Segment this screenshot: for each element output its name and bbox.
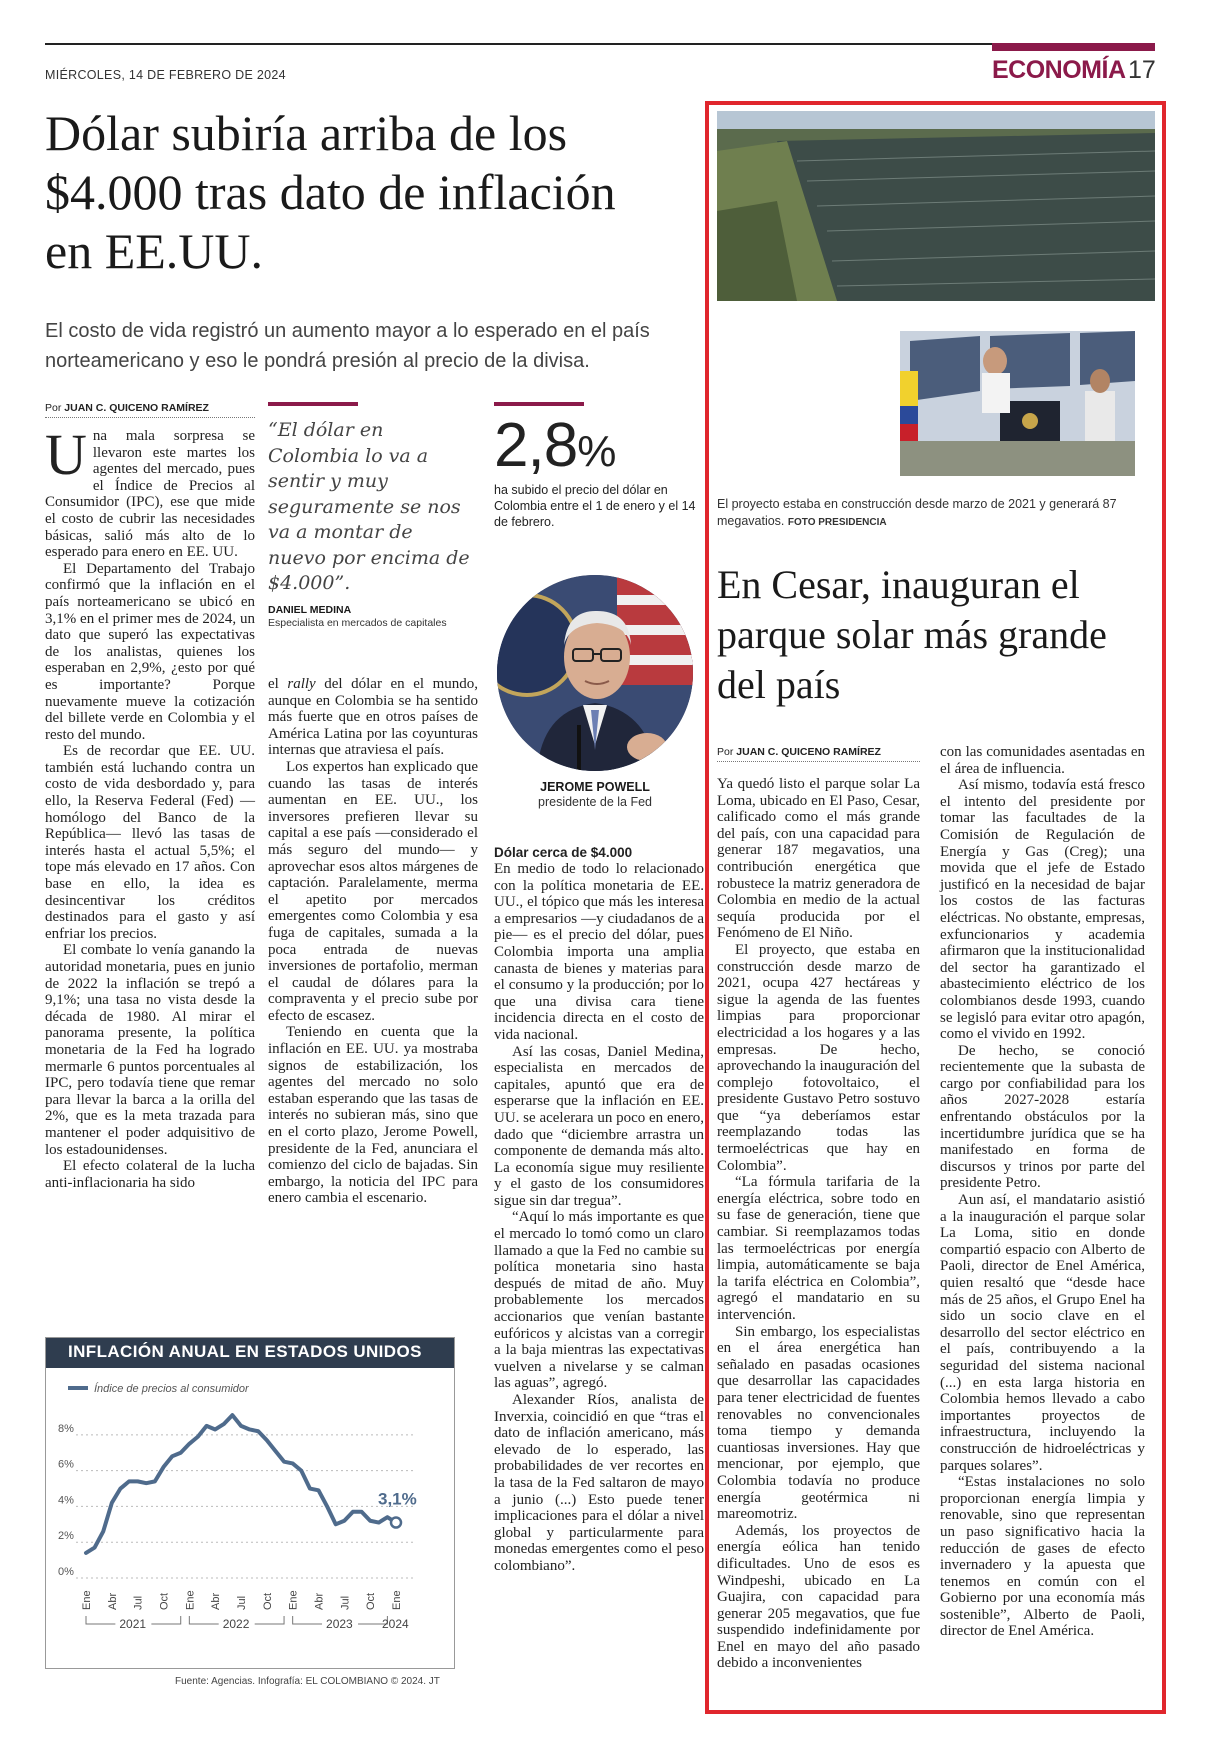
page-number: 17 [1128, 56, 1156, 84]
stat-number: 2,8% [494, 411, 616, 480]
x-tick-label: Abr [106, 1592, 119, 1610]
solar-paragraph: Aun así, el mandatario asistió a la inauguración el parque solar La Loma, sitio en donde compartió espacio con Alberto de Paoli, director de Enel América, quien resaltó que “desde hace más de 25 años, el Grupo Enel ha sido un socio clave en el desarrollo del sector eléctrico en el país, contribuyendo a la seguridad del sistema nacional (...) en esta larga historia en Colombia hemos llevado a cabo importantes proyectos de infraestructura, incluyendo la construcción de hidroeléctricas y parques solares”. [940, 1192, 1145, 1474]
col3-paragraph: Alexander Ríos, analista de Inverxia, coincidió en que “tras el dato de inflación americano, más elevado de lo esperado, las probabilidades de ver recortes en la tasa de la Fed saltaron de mayo a junio (...) Esto puede tener implicaciones para el dólar a nivel global y particularmente para monedas emergentes como el peso colombiano”. [494, 1392, 704, 1574]
y-tick-label: 8% [58, 1422, 74, 1435]
main-byline [45, 402, 255, 418]
pull-quote: “El dólar en Colombia lo va a sentir y muy seguramente se nos va a montar de nuevo por encima de $4.000”. [268, 419, 470, 594]
chart-title: INFLACIÓN ANUAL EN ESTADOS UNIDOS [46, 1338, 454, 1368]
solar-paragraph: Así mismo, todavía está fresco el intento del presidente por tomar las facultades de la Comisión de Regulación de Energía y Gas (Creg); una movida que el jefe de Estado justificó en la necesidad de bajar los costos de las facturas eléctricas. No obstante, empresas, exfuncionarios y academia afirmaron que la institucionalidad del sector ha garantizado el abastecimiento eléctrico de los colombianos desde 1993, cuando se legisló para evitar otro apagón, como el vivido en 1992. [940, 777, 1145, 1043]
x-tick-label: Abr [210, 1592, 223, 1610]
stat-accent-bar [494, 402, 584, 406]
col2-paragraph: Los expertos han explicado que cuando las tasas de interés aumentan en EE. UU., los inversores prefieren llevar su capital a ese país —considerado el más seguro del mundo— y aprovechar esos altos márgenes de captación. Paralelamente, merma el apetito por mercados emergentes como Colombia y esa fuga de capitales, sumada a la poca entrada de nuevas inversiones de portafolio, merman el caudal de dólares para la compraventa y el precio sube por efecto de escasez. [268, 758, 478, 1024]
photo-credit: FOTO PRESIDENCIA [787, 516, 887, 528]
photo-caption [717, 496, 1155, 531]
x-tick-label: Oct [261, 1592, 274, 1610]
series-line [86, 1415, 396, 1553]
solar-paragraph: De hecho, se conoció recientemente que la subasta de cargo por confiabilidad para los años 2027-2028 estaría enfrentando obstáculos por la incertidumbre jurídica que se ha manifestado en forma de discursos y trinos por parte del presidente Petro. [940, 1042, 1145, 1192]
inauguration-illustration [900, 331, 1135, 476]
year-label: 2022 [222, 1617, 250, 1631]
solar-paragraph: “Estas instalaciones no solo proporcionan energía limpia y renovable, sino que representan un paso significativo hacia la reducción de gases de efecto invernadero y la apuesta que tenemos en común con el Gobierno por una economía más sostenible”, Alberto de Paoli, director de Enel América. [940, 1474, 1145, 1640]
caption-text: El proyecto estaba en construcción desde marzo de 2021 y generará 87 megavatios. [717, 497, 1117, 528]
y-tick-label: 4% [58, 1494, 74, 1507]
y-tick-label: 6% [58, 1458, 74, 1471]
col1-paragraph: El efecto colateral de la lucha anti-inflacionaria ha sido [45, 1158, 255, 1191]
x-tick-label: Ene [184, 1590, 197, 1610]
inauguration-photo [894, 325, 1141, 482]
end-point-marker [391, 1518, 401, 1528]
solar-paragraph: El proyecto, que estaba en construcción desde marzo de 2021, ocupa 427 hectáreas y sigue la agenda de las fuentes limpias para proporcionar electricidad a los hogares y a las empresas. De hecho, aprovechando la inauguración del complejo fotovoltaico, el presidente Gustavo Petro sostuvo que “ya deberíamos estar reemplazando todas las termoeléctricas que hay en Colombia”. [717, 941, 920, 1174]
section-name: ECONOMÍA [992, 56, 1126, 84]
byline-author: JUAN C. QUICENO RAMÍREZ [736, 746, 881, 758]
section-color-bar [992, 43, 1155, 51]
solar-column-2 [940, 744, 1145, 1640]
main-headline: Dólar subiría arriba de los $4.000 tras dato de inflación en EE.UU. [45, 105, 616, 279]
byline-author: JUAN C. QUICENO RAMÍREZ [64, 402, 209, 414]
col2-paragraph: Teniendo en cuenta que la inflación en EE. UU. ya mostraba signos de estabilización, los agentes del mercado no solo estaban esperando que las tasas de interés no subieran más, sino que en el corto plazo, Jerome Powell, presidente de la Fed, anunciara el comienzo del ciclo de bajadas. Sin embargo, la noticia del IPC para enero cambia el escenario. [268, 1024, 478, 1207]
powell-portrait [497, 575, 693, 771]
x-tick-label: Jul [339, 1595, 352, 1610]
y-tick-label: 2% [58, 1530, 74, 1543]
quote-author-role: Especialista en mercados de capitales [268, 617, 447, 629]
legend-label: Índice de precios al consumidor [94, 1383, 249, 1395]
x-tick-label: Ene [81, 1590, 93, 1610]
quote-accent-bar [268, 402, 358, 406]
solar-paragraph: “La fórmula tarifaria de la energía eléctrica, sobre todo en su fase de generación, tiene que cambiar. Si reemplazamos todas las termoeléctricas por energía limpia, automáticamente se baja la tarifa eléctrica en Colombia”, agregó el mandatario en su intervención. [717, 1174, 920, 1323]
col3-paragraph: En medio de todo lo relacionado con la política monetaria de EE. UU., el tópico que más les interesa a empresarios —y ciudadanos de a pie— es el precio del dólar, pues Colombia importa una amplia canasta de bienes y materias para el consumo y la producción; por lo que una divisa cara tiene incidencia directa en el costo de vida nacional. [494, 861, 704, 1043]
solar-paragraph: Sin embargo, los especialistas en el área energética han señalado en pasadas ocasiones que desarrollar las capacidades para tener electricidad de fuentes renovables no convencionales toma tiempo y demanda cuantiosas inversiones. Hay que mencionar, por ejemplo, que Colombia todavía no produce energía geotérmica ni mareomotriz. [717, 1323, 920, 1523]
portrait-name: JEROME POWELL [540, 780, 650, 794]
col1-paragraph: Es de recordar que EE. UU. también está luchando contra un costo de vida desbordado y, para ello, la Reserva Federal (Fed) —homólogo del Banco de la República— llevó las tasas de interés hasta el actual 5,5%; el tope más elevado en 17 años. Con base en ello, la idea es desincentivar los créditos destinados para el gasto y así enfriar los precios. [45, 743, 255, 942]
chart-plot [46, 1368, 454, 1668]
x-tick-label: Ene [287, 1590, 300, 1610]
main-column-2 [268, 676, 478, 1207]
col3-subhead: Dólar cerca de $4.000 [494, 845, 633, 860]
col1-paragraph: El Departamento del Trabajo confirmó que la inflación en el país norteamericano se ubicó en 3,1% en el primer mes de 2024, un dato que superó las expectativas de los analistas, quienes los esperaban en 2,9%, ¿esto por qué es importante? Porque nuevamente mueve la cotización del billete verde en Colombia y el resto del mundo. [45, 560, 255, 743]
byline-prefix: Por [45, 402, 62, 414]
solar-paragraph: con las comunidades asentadas en el área de influencia. [940, 744, 1145, 777]
col3-paragraph: Así las cosas, Daniel Medina, especialista en mercados de capitales, apuntó que era de esperarse que la inflación en EE. UU. se acelerara un poco en enero, dado que “diciembre arrastra un componente de demanda más alto. La economía sigue muy resiliente y el gasto de los consumidores sigue sin dar tregua”. [494, 1043, 704, 1209]
x-tick-label: Jul [132, 1595, 145, 1610]
x-tick-label: Oct [158, 1592, 171, 1610]
year-label: 2024 [382, 1617, 409, 1631]
main-column-3 [494, 845, 704, 1575]
main-subhead: El costo de vida registró un aumento mayor a lo esperado en el país norteamericano y eso le pondrá presión al precio de la divisa. [45, 320, 650, 372]
y-tick-label: 0% [58, 1566, 74, 1578]
solar-paragraph: Ya quedó listo el parque solar La Loma, ubicado en El Paso, Cesar, calificado como el más grande del país, con una capacidad para generar 187 megavatios, una contribución energética que robustece la matriz generadora de Colombia en medio de la actual sequía producida por el Fenómeno de El Niño. [717, 776, 920, 942]
year-label: 2021 [119, 1617, 147, 1631]
stat-description: ha subido el precio del dólar en Colombia entre el 1 de enero y el 14 de febrero. [494, 483, 696, 529]
solar-park-illustration [717, 111, 1155, 301]
col2-paragraph: el rally del dólar en el mundo, aunque en Colombia se ha sentido más fuerte que en otros países de América Latina por las coyunturas internas que atraviesa el país. [268, 676, 478, 759]
x-tick-label: Abr [313, 1592, 326, 1610]
top-rule [45, 43, 1155, 45]
byline-prefix: Por [717, 746, 734, 758]
end-value-label: 3,1% [378, 1489, 417, 1509]
portrait-role: presidente de la Fed [538, 795, 652, 809]
x-tick-label: Oct [365, 1592, 378, 1610]
solar-park-photo [717, 111, 1155, 301]
col1-paragraph: El combate lo venía ganando la autoridad monetaria, pues en junio de 2022 la inflación se trepó a 9,1%; una tasa no vista desde la década de 1980. Al mirar el panorama presente, la política monetaria de la Fed ha logrado mermarle 6 puntos porcentuales al IPC, pero todavía tiene que remar para llevar la barca a la orilla del 2%, que es la meta trazada para mantener el poder adquisitivo de los estadounidenses. [45, 942, 255, 1158]
portrait-illustration [497, 575, 693, 771]
x-tick-label: Jul [236, 1595, 248, 1610]
chart-source: Fuente: Agencias. Infografía: EL COLOMBIANO © 2024. JT [175, 1676, 440, 1687]
drop-cap: U [45, 422, 87, 487]
col1-paragraph: na mala sorpresa se llevaron este martes los agentes del mercado, pues el Índice de Precios al Consumidor (IPC), ese que mide el costo de cubrir las necesidades básicas, salió más alto de lo esperado para enero en EE. UU. [45, 428, 255, 561]
year-label: 2023 [326, 1617, 353, 1631]
col3-paragraph: “Aquí lo más importante es que el mercado lo tomó como un claro llamado a que la Fed no cambie su política monetaria sino hasta después de mitad de año. Muy probablemente los mercados accionarios que venían bastante eufóricos y alcistas van a corregir a la baja mientras las expectativas vuelven a nivelarse y se calman las aguas”, agregó. [494, 1209, 704, 1392]
edition-date: MIÉRCOLES, 14 DE FEBRERO DE 2024 [45, 68, 286, 82]
solar-column-1 [717, 776, 920, 1672]
solar-byline [717, 746, 920, 762]
solar-headline: En Cesar, inauguran el parque solar más grande del país [717, 562, 1107, 707]
quote-author: DANIEL MEDINA [268, 604, 352, 616]
main-column-1 [45, 422, 255, 1191]
solar-paragraph: Además, los proyectos de energía eólica han tenido dificultades. Uno de esos es Windpeshi, ubicado en La Guajira, con capacidad para generar 205 megavatios, que fue suspendido indefinidamente por Enel en mayo del año pasado debido a inconvenientes [717, 1522, 920, 1672]
x-tick-label: Ene [391, 1590, 403, 1610]
